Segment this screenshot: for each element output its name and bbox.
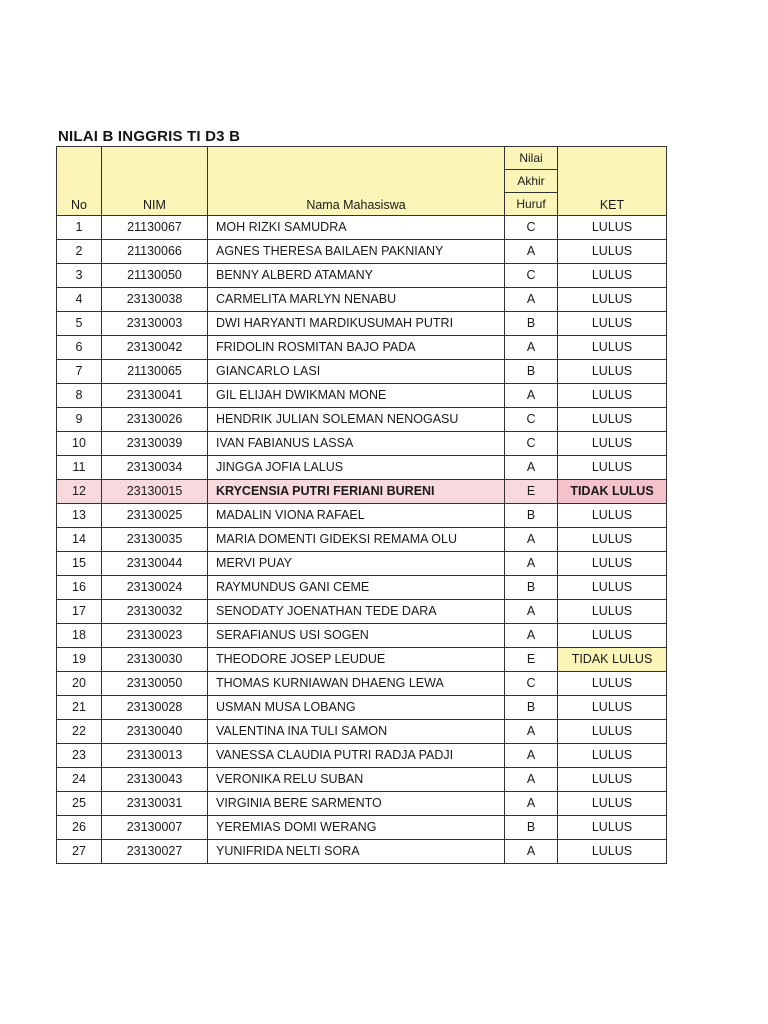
row-grade: A [505, 624, 558, 648]
row-no: 9 [57, 408, 102, 432]
row-grade: A [505, 600, 558, 624]
row-grade: B [505, 360, 558, 384]
table-row [57, 624, 667, 648]
row-grade: A [505, 552, 558, 576]
row-nim: 21130067 [102, 216, 208, 240]
row-nim: 21130066 [102, 240, 208, 264]
row-no: 16 [57, 576, 102, 600]
row-ket: LULUS [558, 264, 667, 288]
header-nim: NIM [102, 147, 208, 216]
table-body [57, 216, 667, 864]
row-grade: B [505, 504, 558, 528]
row-nim: 21130050 [102, 264, 208, 288]
row-no: 22 [57, 720, 102, 744]
grades-table [56, 146, 667, 864]
row-name: MERVI PUAY [208, 552, 505, 576]
row-no: 10 [57, 432, 102, 456]
row-no: 27 [57, 840, 102, 864]
row-ket: LULUS [558, 744, 667, 768]
row-ket: LULUS [558, 696, 667, 720]
row-no: 4 [57, 288, 102, 312]
row-name: MOH RIZKI SAMUDRA [208, 216, 505, 240]
row-name: JINGGA JOFIA LALUS [208, 456, 505, 480]
row-nim: 23130023 [102, 624, 208, 648]
row-ket: LULUS [558, 216, 667, 240]
row-nim: 23130050 [102, 672, 208, 696]
row-ket: LULUS [558, 456, 667, 480]
table-row [57, 240, 667, 264]
row-name: MARIA DOMENTI GIDEKSI REMAMA OLU [208, 528, 505, 552]
row-name: VALENTINA INA TULI SAMON [208, 720, 505, 744]
row-name: IVAN FABIANUS LASSA [208, 432, 505, 456]
row-ket: LULUS [558, 312, 667, 336]
row-no: 15 [57, 552, 102, 576]
row-grade: C [505, 216, 558, 240]
table-row [57, 792, 667, 816]
table-row [57, 216, 667, 240]
row-grade: A [505, 336, 558, 360]
row-name: GIL ELIJAH DWIKMAN MONE [208, 384, 505, 408]
row-ket: LULUS [558, 576, 667, 600]
row-nim: 23130013 [102, 744, 208, 768]
row-nim: 23130035 [102, 528, 208, 552]
row-nim: 23130031 [102, 792, 208, 816]
row-no: 13 [57, 504, 102, 528]
row-grade: A [505, 840, 558, 864]
row-grade: B [505, 312, 558, 336]
table-row [57, 552, 667, 576]
row-grade: E [505, 648, 558, 672]
row-name: YUNIFRIDA NELTI SORA [208, 840, 505, 864]
row-no: 8 [57, 384, 102, 408]
row-grade: C [505, 408, 558, 432]
table-header [57, 147, 667, 216]
row-nim: 23130044 [102, 552, 208, 576]
table-row [57, 720, 667, 744]
row-ket: TIDAK LULUS [558, 480, 667, 504]
table-row [57, 264, 667, 288]
row-grade: A [505, 744, 558, 768]
row-name: DWI HARYANTI MARDIKUSUMAH PUTRI [208, 312, 505, 336]
header-grade-bottom: Huruf [505, 193, 558, 216]
row-grade: E [505, 480, 558, 504]
row-grade: B [505, 816, 558, 840]
row-name: VANESSA CLAUDIA PUTRI RADJA PADJI [208, 744, 505, 768]
row-name: HENDRIK JULIAN SOLEMAN NENOGASU [208, 408, 505, 432]
row-no: 1 [57, 216, 102, 240]
table-row [57, 504, 667, 528]
row-grade: A [505, 720, 558, 744]
row-no: 11 [57, 456, 102, 480]
row-ket: LULUS [558, 552, 667, 576]
row-ket: LULUS [558, 768, 667, 792]
row-name: RAYMUNDUS GANI CEME [208, 576, 505, 600]
row-nim: 23130040 [102, 720, 208, 744]
row-grade: A [505, 384, 558, 408]
row-no: 18 [57, 624, 102, 648]
row-nim: 23130042 [102, 336, 208, 360]
row-ket: LULUS [558, 240, 667, 264]
row-name: SERAFIANUS USI SOGEN [208, 624, 505, 648]
row-ket: LULUS [558, 384, 667, 408]
header-no: No [57, 147, 102, 216]
document-title: NILAI B INGGRIS TI D3 B [58, 128, 241, 145]
table-row [57, 432, 667, 456]
row-name: VIRGINIA BERE SARMENTO [208, 792, 505, 816]
row-grade: A [505, 240, 558, 264]
row-nim: 23130034 [102, 456, 208, 480]
row-nim: 23130003 [102, 312, 208, 336]
row-grade: B [505, 576, 558, 600]
row-no: 7 [57, 360, 102, 384]
row-nim: 23130043 [102, 768, 208, 792]
row-no: 17 [57, 600, 102, 624]
row-grade: C [505, 264, 558, 288]
row-name: YEREMIAS DOMI WERANG [208, 816, 505, 840]
header-grade-mid: Akhir [505, 170, 558, 193]
row-name: FRIDOLIN ROSMITAN BAJO PADA [208, 336, 505, 360]
row-no: 21 [57, 696, 102, 720]
row-ket: LULUS [558, 528, 667, 552]
row-ket: LULUS [558, 840, 667, 864]
row-no: 25 [57, 792, 102, 816]
row-no: 26 [57, 816, 102, 840]
table-row [57, 768, 667, 792]
table-row [57, 576, 667, 600]
row-grade: C [505, 432, 558, 456]
row-ket: LULUS [558, 624, 667, 648]
row-name: MADALIN VIONA RAFAEL [208, 504, 505, 528]
table-row [57, 480, 667, 504]
header-ket: KET [558, 147, 667, 216]
row-no: 5 [57, 312, 102, 336]
row-name: THOMAS KURNIAWAN DHAENG LEWA [208, 672, 505, 696]
row-no: 6 [57, 336, 102, 360]
row-nim: 23130007 [102, 816, 208, 840]
row-nim: 23130028 [102, 696, 208, 720]
row-grade: B [505, 696, 558, 720]
row-name: SENODATY JOENATHAN TEDE DARA [208, 600, 505, 624]
row-grade: A [505, 288, 558, 312]
row-nim: 23130030 [102, 648, 208, 672]
row-grade: A [505, 456, 558, 480]
header-name: Nama Mahasiswa [208, 147, 505, 216]
table-row [57, 384, 667, 408]
row-ket: LULUS [558, 720, 667, 744]
row-grade: A [505, 528, 558, 552]
row-ket: LULUS [558, 408, 667, 432]
row-nim: 23130038 [102, 288, 208, 312]
row-name: GIANCARLO LASI [208, 360, 505, 384]
row-name: KRYCENSIA PUTRI FERIANI BURENI [208, 480, 505, 504]
row-no: 24 [57, 768, 102, 792]
row-nim: 23130015 [102, 480, 208, 504]
row-nim: 23130039 [102, 432, 208, 456]
table-row [57, 744, 667, 768]
row-name: USMAN MUSA LOBANG [208, 696, 505, 720]
table-row [57, 672, 667, 696]
table-row [57, 528, 667, 552]
row-no: 12 [57, 480, 102, 504]
row-ket: TIDAK LULUS [558, 648, 667, 672]
table-row [57, 840, 667, 864]
row-no: 2 [57, 240, 102, 264]
table-row [57, 600, 667, 624]
row-nim: 23130024 [102, 576, 208, 600]
row-ket: LULUS [558, 672, 667, 696]
table-row [57, 696, 667, 720]
row-ket: LULUS [558, 288, 667, 312]
row-nim: 23130027 [102, 840, 208, 864]
row-nim: 23130026 [102, 408, 208, 432]
row-name: THEODORE JOSEP LEUDUE [208, 648, 505, 672]
table-row [57, 288, 667, 312]
row-grade: A [505, 768, 558, 792]
row-nim: 21130065 [102, 360, 208, 384]
row-ket: LULUS [558, 360, 667, 384]
row-no: 14 [57, 528, 102, 552]
row-name: CARMELITA MARLYN NENABU [208, 288, 505, 312]
row-ket: LULUS [558, 792, 667, 816]
header-grade-top: Nilai [505, 147, 558, 170]
table-row [57, 648, 667, 672]
table-row [57, 408, 667, 432]
row-grade: C [505, 672, 558, 696]
table-row [57, 312, 667, 336]
row-no: 3 [57, 264, 102, 288]
row-name: BENNY ALBERD ATAMANY [208, 264, 505, 288]
table-row [57, 816, 667, 840]
row-nim: 23130032 [102, 600, 208, 624]
row-name: AGNES THERESA BAILAEN PAKNIANY [208, 240, 505, 264]
row-no: 23 [57, 744, 102, 768]
row-nim: 23130025 [102, 504, 208, 528]
row-ket: LULUS [558, 816, 667, 840]
row-ket: LULUS [558, 600, 667, 624]
row-name: VERONIKA RELU SUBAN [208, 768, 505, 792]
row-no: 19 [57, 648, 102, 672]
row-nim: 23130041 [102, 384, 208, 408]
row-no: 20 [57, 672, 102, 696]
table-row [57, 456, 667, 480]
table-row [57, 360, 667, 384]
row-ket: LULUS [558, 432, 667, 456]
table-row [57, 336, 667, 360]
row-ket: LULUS [558, 336, 667, 360]
row-ket: LULUS [558, 504, 667, 528]
row-grade: A [505, 792, 558, 816]
